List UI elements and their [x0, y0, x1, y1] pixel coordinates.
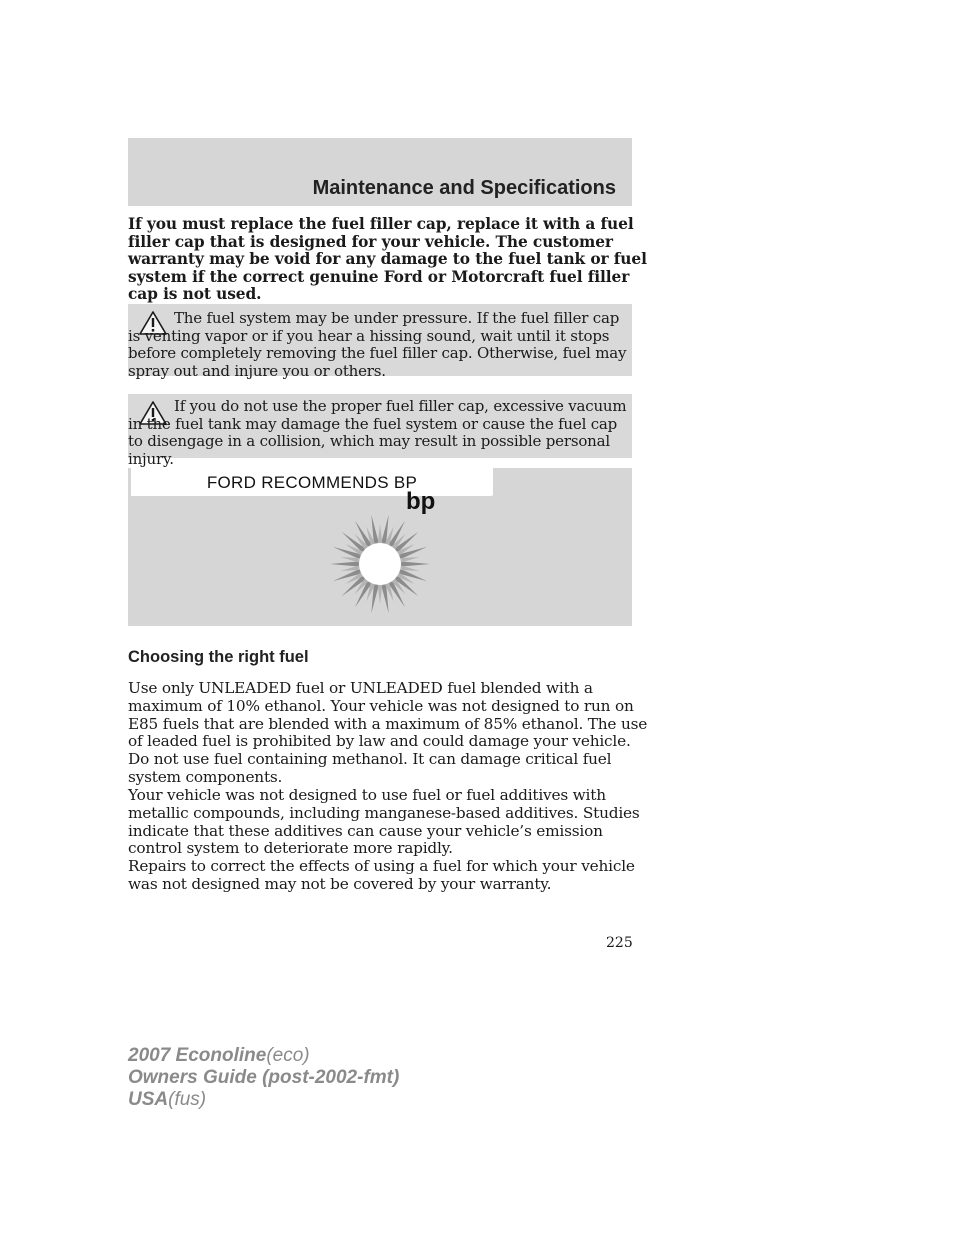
logo-banner: FORD RECOMMENDS BP — [131, 468, 493, 496]
body-paragraph: Repairs to correct the effects of using a fuel for which your vehicle was not designed may not be covered by your warranty. — [128, 857, 635, 893]
body-paragraph: Your vehicle was not designed to use fuel or fuel additives with metallic compounds, including manganese-based additives. Studies indicate that these additives can cause your vehicle’s emission control system to deteriorate more rapidly. — [128, 786, 640, 858]
body-paragraph: Use only UNLEADED fuel or UNLEADED fuel blended with a maximum of 10% ethanol. Your vehicle was not designed to run on E85 fuels that are blended with a maximum of 85% ethanol. The use of leaded fuel is prohibited by law and could damage your vehicle. Do not use fuel containing methanol. It can damage critical fuel system components. — [128, 679, 648, 786]
page-number: 225 — [606, 935, 633, 951]
bp-logo-panel — [128, 468, 632, 626]
warning-box-pressure — [128, 304, 632, 380]
bp-helios-icon — [328, 512, 432, 616]
helios-petal — [330, 561, 360, 566]
helios-petal — [377, 582, 382, 604]
footer-line: Owners Guide (post-2002-fmt) — [128, 1067, 400, 1088]
document-footer — [128, 1045, 399, 1111]
footer-line: USA(fus) — [128, 1089, 207, 1110]
warning-box-vacuum — [128, 394, 632, 468]
section-heading: Choosing the right fuel — [128, 648, 309, 666]
helios-petal — [400, 561, 430, 566]
section-title: Maintenance and Specifications — [312, 177, 616, 199]
warning-text: The fuel system may be under pressure. If the fuel filler cap is venting vapor or if you hear a hissing sound, wait until it stops before completely removing the fuel filler cap. Otherwise, fuel may spray out and injure you or others. — [128, 309, 627, 380]
section-header-band — [128, 138, 632, 206]
warning-text: If you do not use the proper fuel filler cap, excessive vacuum in the fuel tank may damage the fuel system or cause the fuel cap to disengage in a collision, which may result in possible personal injury. — [128, 397, 627, 468]
bp-wordmark: bp — [406, 488, 436, 515]
helios-petal — [377, 524, 382, 546]
intro-paragraph: If you must replace the fuel filler cap, replace it with a fuel filler cap that is designed for your vehicle. The customer warranty may be void for any damage to the fuel tank or fuel system if the correct genuine Ford or Motorcraft fuel filler cap is not used. — [128, 215, 647, 303]
footer-line: 2007 Econoline(eco) — [128, 1045, 310, 1066]
